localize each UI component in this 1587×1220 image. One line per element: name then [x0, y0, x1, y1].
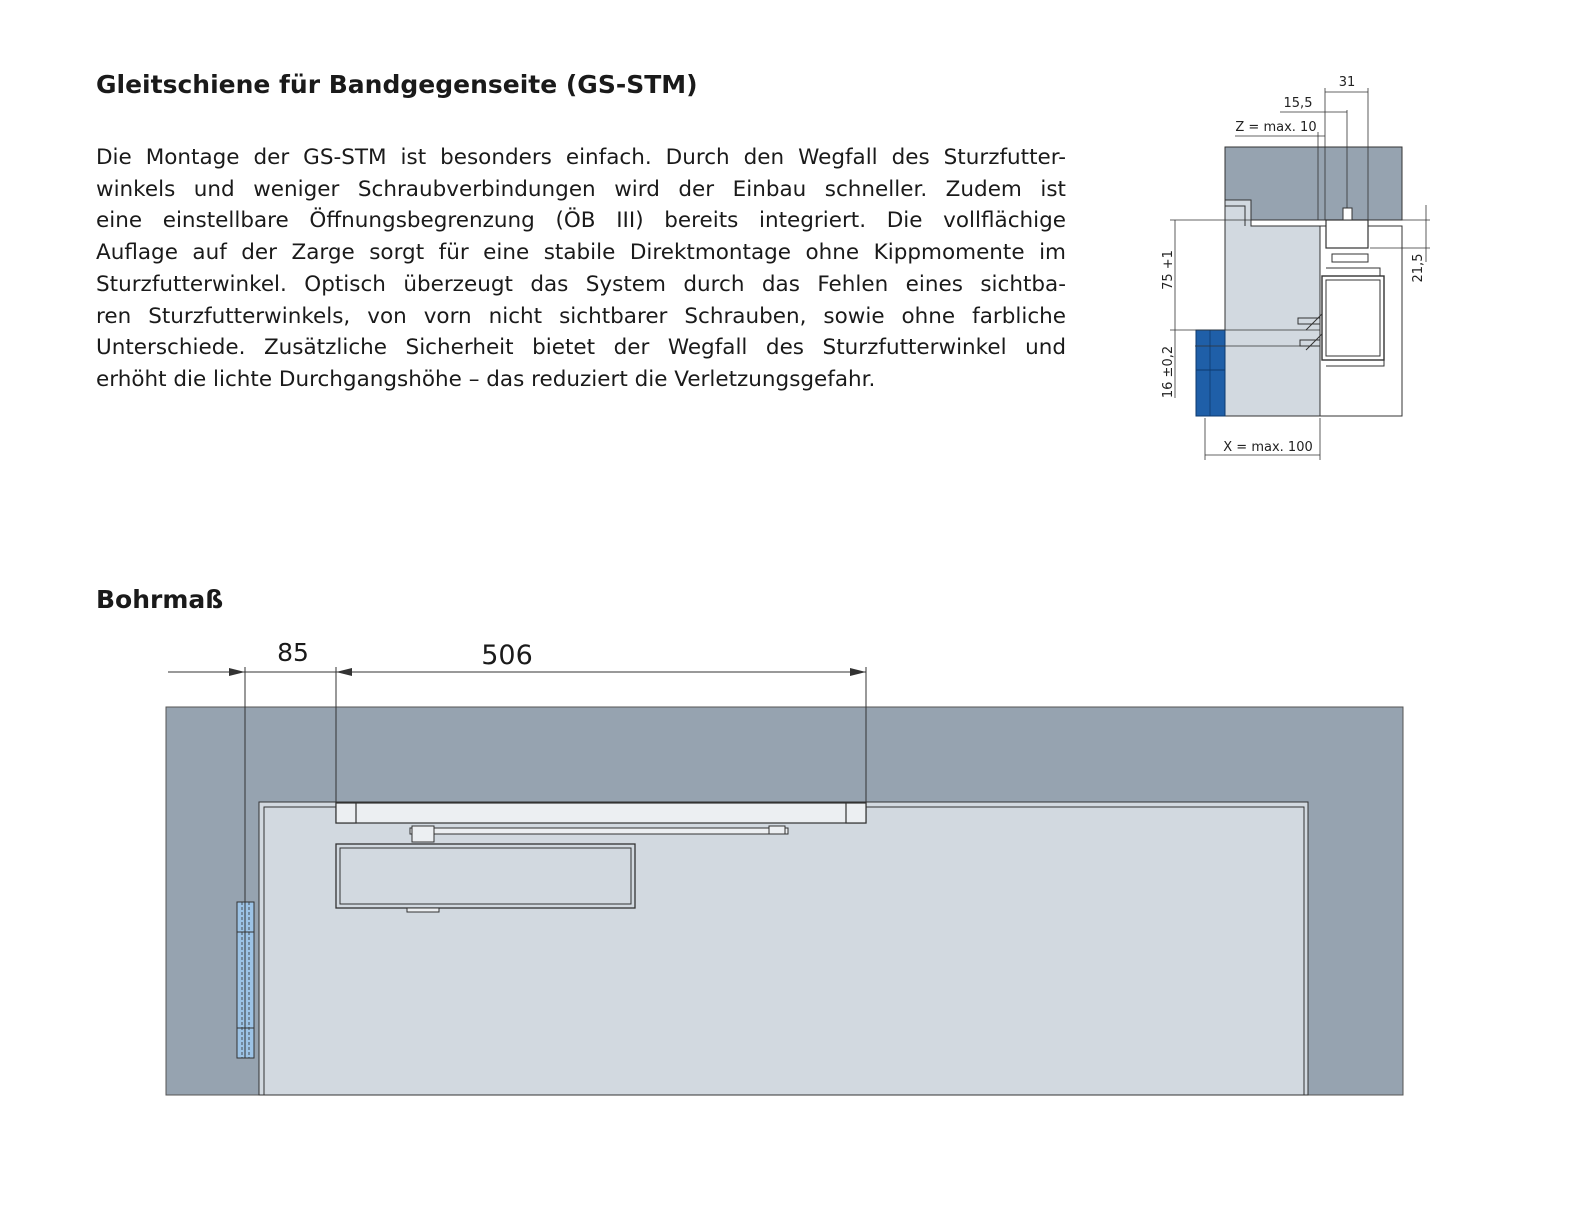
paragraph-line: ren Sturzfutterwinkels, von vorn nicht sichtbarer Schrauben, sowie ohne farbliche	[96, 303, 1066, 329]
closer-arm	[410, 828, 788, 834]
dim-75-label: 75 +1	[1161, 250, 1176, 290]
drilling-diagram	[160, 630, 1420, 1110]
paragraph-line: winkels und weniger Schraubverbindungen wird der Einbau schneller. Zudem ist	[96, 176, 1066, 202]
lintel-wall	[1225, 147, 1402, 220]
section-detail-diagram	[1150, 70, 1450, 470]
frame-profile	[1225, 200, 1320, 416]
dim-31-label: 31	[1338, 75, 1356, 90]
dim-506-label: 506	[481, 640, 533, 671]
paragraph-line: Unterschiede. Zusätzliche Sicherheit bietet der Wegfall des Sturzfutterwinkel und	[96, 335, 1066, 361]
paragraph-line: Auflage auf der Zarge sorgt für eine stabile Direktmontage ohne Kippmomente im	[96, 240, 1066, 266]
dim-x-max-label: X = max. 100	[1223, 440, 1313, 455]
section-title: Gleitschiene für Bandgegenseite (GS-STM)	[96, 70, 698, 99]
dim-85-label: 85	[277, 638, 309, 667]
dim-15-5-label: 15,5	[1283, 96, 1313, 111]
paragraph-line: Die Montage der GS-STM ist besonders einfach. Durch den Wegfall des Sturzfutter-	[96, 145, 1066, 170]
slide-rail	[336, 803, 866, 823]
paragraph-line: eine einstellbare Öffnungsbegrenzung (ÖB III) bereits integriert. Die vollflächige	[96, 208, 1066, 234]
door-closer	[336, 844, 635, 908]
hinge-blue	[1196, 330, 1225, 416]
rail-end-cap-right	[846, 803, 866, 823]
dim-z-max-label: Z = max. 10	[1235, 120, 1317, 135]
description-paragraph	[96, 142, 1066, 396]
slide-rail-block	[1326, 220, 1368, 248]
door-closer-body	[1322, 276, 1384, 360]
dim-21-5-label: 21,5	[1411, 253, 1426, 283]
dim-16-label: 16 ±0,2	[1161, 345, 1176, 399]
paragraph-line: erhöht die lichte Durchgangshöhe – das reduziert die Verletzungsgefahr.	[96, 366, 876, 392]
drilling-dimension-title: Bohrmaß	[96, 585, 224, 614]
paragraph-line: Sturzfutterwinkel. Optisch überzeugt das System durch das Fehlen eines sichtba-	[96, 271, 1066, 297]
rail-end-cap-left	[336, 803, 356, 823]
